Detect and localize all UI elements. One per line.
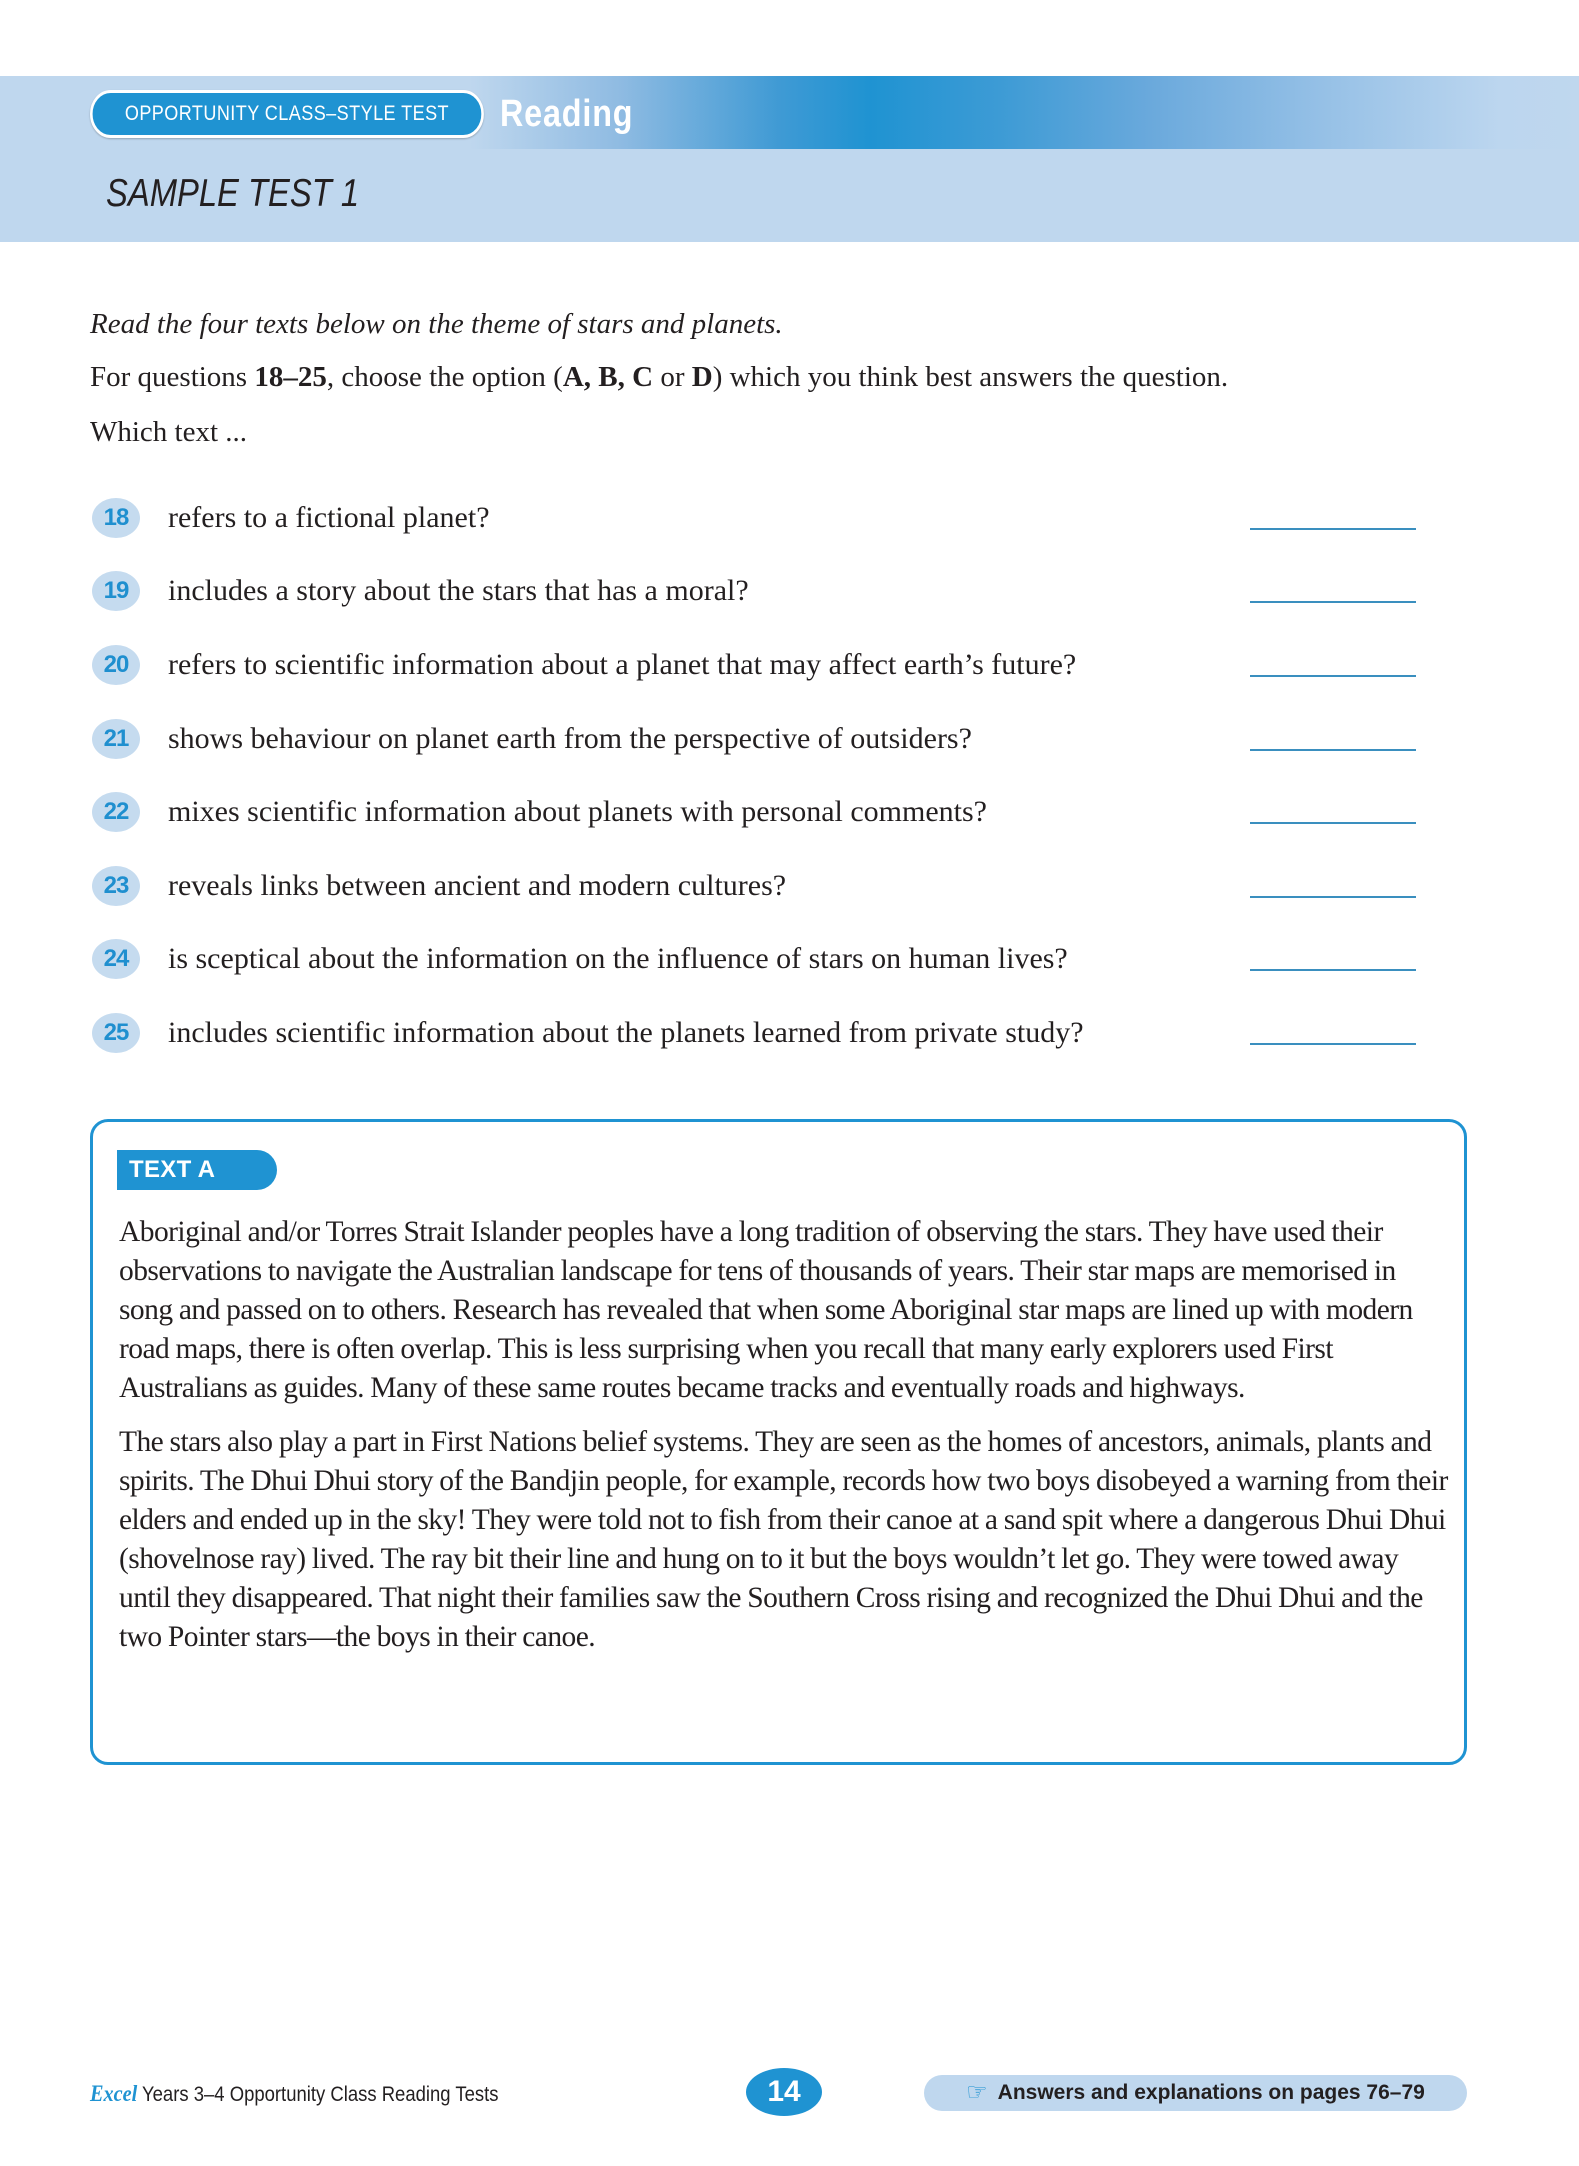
answer-line[interactable]: [1250, 528, 1416, 530]
answer-line[interactable]: [1250, 969, 1416, 971]
question-row: [90, 643, 1420, 687]
text-a-body: [119, 1213, 1449, 1672]
instruction-questions: [90, 359, 1228, 395]
question-range: 18–25: [254, 361, 327, 393]
question-number-badge: 24: [92, 939, 140, 979]
answer-line[interactable]: [1250, 1043, 1416, 1045]
answer-line[interactable]: [1250, 601, 1416, 603]
answer-line[interactable]: [1250, 896, 1416, 898]
question-row: [90, 1011, 1420, 1055]
text-a-label: TEXT A: [117, 1150, 277, 1190]
answers-reference: [924, 2075, 1467, 2111]
text-a-paragraph: Aboriginal and/or Torres Strait Islander peoples have a long tradition of observing the stars. They have used their observations to navigate the Australian landscape for tens of thousands of years. Their star maps are memorised in song and passed on to others. Research has revealed that when some Aboriginal star maps are lined up with modern road maps, there is often overlap. This is less surprising when you recall that many early explorers used First Australians as guides. Many of these same routes became tracks and eventually roads and highways.: [119, 1216, 1413, 1404]
instruction-text: ) which you think best answers the question.: [712, 361, 1229, 393]
book-title: Years 3–4 Opportunity Class Reading Tests: [137, 2083, 499, 2106]
question-text: is sceptical about the information on the influence of stars on human lives?: [168, 942, 1068, 975]
question-number-badge: 19: [92, 571, 140, 611]
question-number-badge: 25: [92, 1013, 140, 1053]
answer-line[interactable]: [1250, 822, 1416, 824]
question-row: [90, 864, 1420, 908]
question-text: mixes scientific information about planets with personal comments?: [168, 795, 987, 828]
answer-line[interactable]: [1250, 675, 1416, 677]
question-number-badge: 20: [92, 645, 140, 685]
instruction-stem: Which text ...: [90, 416, 248, 448]
question-number-badge: 21: [92, 719, 140, 759]
option-letters: A, B, C: [562, 361, 654, 393]
question-row: [90, 717, 1420, 761]
instruction-text: For questions: [90, 361, 255, 393]
question-text: refers to scientific information about a planet that may affect earth’s future?: [168, 648, 1077, 681]
question-text: reveals links between ancient and modern cultures?: [168, 869, 787, 902]
question-row: [90, 569, 1420, 613]
page-number: 14: [746, 2068, 822, 2116]
option-letter-d: D: [691, 361, 713, 393]
question-row: [90, 937, 1420, 981]
instruction-text: , choose the option (: [326, 361, 563, 393]
instruction-text: or: [653, 361, 692, 393]
page-title: SAMPLE TEST 1: [106, 172, 360, 215]
text-a-paragraph: The stars also play a part in First Nations belief systems. They are seen as the homes of ancestors, animals, plants and spirits. The Dhui Dhui story of the Bandjin people, for example, records how two boys disobeyed a warning from their elders and ended up in the sky! They were told not to fish from their canoe at a sand spit where a dangerous Dhui Dhui (shovelnose ray) lived. The ray bit their line and hung on to it but the boys wouldn’t let go. They were towed away until they disappeared. That night their families saw the Southern Cross rising and recognized the Dhui Dhui and the two Pointer stars—the boys in their canoe.: [119, 1426, 1448, 1653]
question-number-badge: 22: [92, 792, 140, 832]
question-text: includes scientific information about the planets learned from private study?: [168, 1016, 1084, 1049]
answers-reference-text: Answers and explanations on pages 76–79: [997, 2081, 1425, 2104]
text-a-panel: [90, 1119, 1467, 1765]
instruction-intro: Read the four texts below on the theme of stars and planets.: [90, 308, 783, 340]
question-row: [90, 790, 1420, 834]
question-row: [90, 496, 1420, 540]
answer-line[interactable]: [1250, 749, 1416, 751]
subject-title: Reading: [500, 93, 634, 135]
question-number-badge: 23: [92, 866, 140, 906]
pointing-hand-icon: ☞: [966, 2079, 988, 2106]
question-text: shows behaviour on planet earth from the perspective of outsiders?: [168, 722, 972, 755]
footer-book-title: [90, 2078, 498, 2110]
brand-logo: Excel: [90, 2081, 138, 2106]
question-text: includes a story about the stars that has a moral?: [168, 574, 749, 607]
test-type-badge: OPPORTUNITY CLASS–STYLE TEST: [90, 90, 484, 138]
question-text: refers to a fictional planet?: [168, 501, 490, 534]
question-number-badge: 18: [92, 498, 140, 538]
